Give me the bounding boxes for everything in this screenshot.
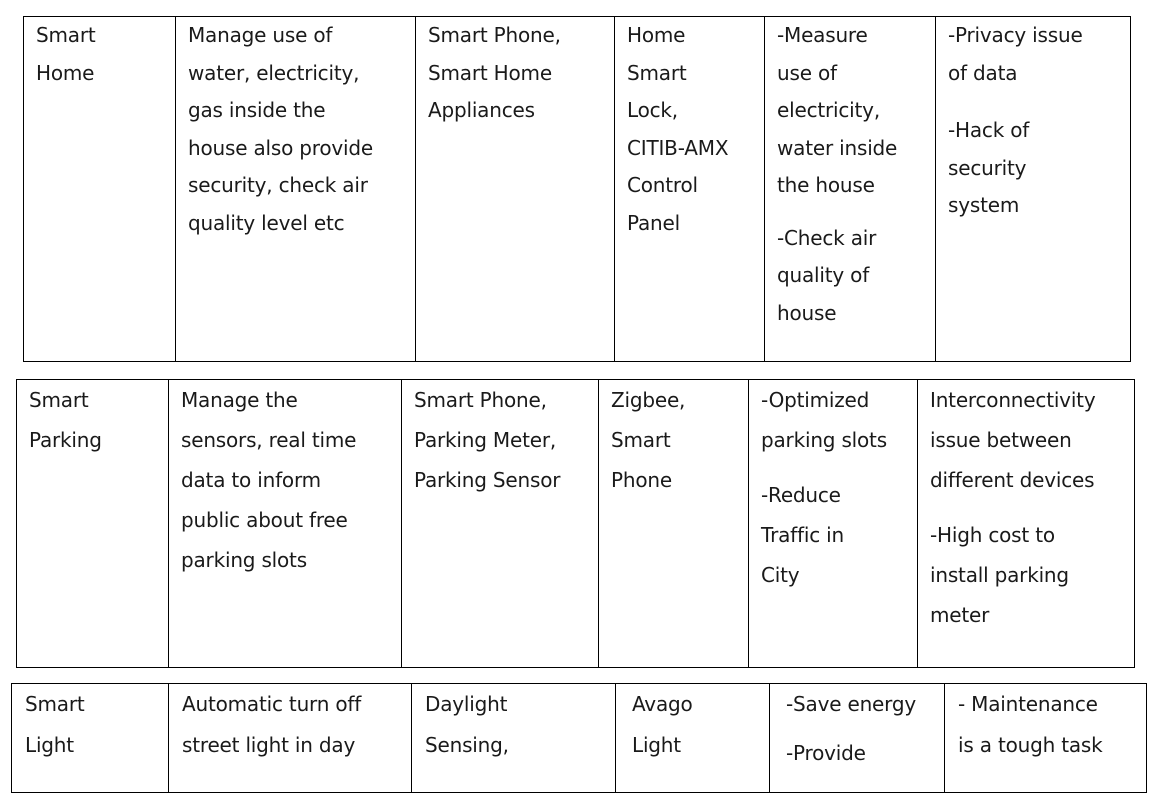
cell-line: Smart xyxy=(25,692,85,716)
cell-line: -Measure xyxy=(777,23,868,47)
technology-cell xyxy=(616,684,770,793)
cell-line: Traffic in xyxy=(761,523,844,547)
cell-line: quality of xyxy=(777,263,870,287)
issues-cell xyxy=(945,684,1147,793)
cell-line: water, electricity, xyxy=(188,60,360,85)
cell-line: issue between xyxy=(930,428,1072,452)
cell-line: Smart Phone, xyxy=(428,23,561,47)
cell-line: use of xyxy=(777,60,837,85)
cell-line: public about free xyxy=(181,508,348,532)
benefits-cell xyxy=(765,17,936,362)
cell-line: gas inside the xyxy=(188,98,326,122)
cell-line: Lock, xyxy=(627,98,678,122)
cell-line: Appliances xyxy=(428,98,535,122)
cell-line: Parking Sensor xyxy=(414,468,561,492)
cell-line: -Reduce xyxy=(761,483,841,507)
cell-line: -Check air xyxy=(777,225,877,250)
cell-line: Smart xyxy=(29,388,89,412)
cell-line: electricity, xyxy=(777,98,880,122)
smart-parking-table xyxy=(16,379,1135,668)
area-cell xyxy=(12,684,169,793)
description-cell xyxy=(169,684,412,793)
devices-cell xyxy=(412,684,616,793)
cell-line: Manage the xyxy=(181,388,298,412)
table-row xyxy=(17,380,1135,668)
cell-line: Parking Meter, xyxy=(414,428,556,452)
cell-line: is a tough task xyxy=(958,733,1103,757)
technology-cell xyxy=(615,17,765,362)
cell-line: -Optimized xyxy=(761,388,870,412)
cell-line: -Hack of xyxy=(948,118,1030,142)
smart-home-table xyxy=(23,16,1131,362)
cell-line: CITIB-AMX xyxy=(627,135,729,160)
cell-line: Home xyxy=(36,60,95,85)
issues-cell xyxy=(918,380,1135,668)
cell-line: Smart Phone, xyxy=(414,388,547,412)
smart-light-table xyxy=(11,683,1147,793)
cell-line: - Maintenance xyxy=(958,692,1098,716)
cell-line: house also provide xyxy=(188,135,374,160)
benefits-cell xyxy=(770,684,945,793)
cell-line: sensors, real time xyxy=(181,428,357,452)
cell-line: different devices xyxy=(930,468,1095,492)
cell-line: the house xyxy=(777,173,875,197)
table-row xyxy=(12,684,1147,793)
cell-line: parking slots xyxy=(761,428,887,452)
cell-line: house xyxy=(777,300,837,325)
technology-cell xyxy=(599,380,749,668)
cell-line: Smart xyxy=(611,428,671,452)
cell-line: City xyxy=(761,563,800,587)
cell-line: -Privacy issue xyxy=(948,23,1083,47)
cell-line: -Save energy xyxy=(786,692,916,716)
cell-line: Zigbee, xyxy=(611,388,686,412)
area-cell xyxy=(24,17,176,362)
cell-line: Home xyxy=(627,23,686,47)
cell-line: street light in day xyxy=(182,733,356,757)
cell-line: Control xyxy=(627,173,698,197)
cell-line: Smart Home xyxy=(428,60,552,85)
cell-line: -High cost to xyxy=(930,523,1055,547)
cell-line: Light xyxy=(632,733,681,757)
cell-line: Phone xyxy=(611,468,672,492)
devices-cell xyxy=(402,380,599,668)
cell-line: Automatic turn off xyxy=(182,692,362,716)
description-cell xyxy=(176,17,416,362)
cell-line: data to inform xyxy=(181,468,321,492)
cell-line: Parking xyxy=(29,428,102,452)
cell-line: meter xyxy=(930,603,990,627)
cell-line: -Provide xyxy=(786,741,866,765)
cell-line: parking slots xyxy=(181,548,307,572)
cell-line: Interconnectivity xyxy=(930,388,1096,412)
cell-line: Manage use of xyxy=(188,23,333,47)
cell-line: security, check air xyxy=(188,173,368,197)
devices-cell xyxy=(416,17,615,362)
benefits-cell xyxy=(749,380,918,668)
cell-line: security xyxy=(948,155,1027,180)
cell-line: of data xyxy=(948,60,1018,85)
cell-line: water inside xyxy=(777,135,898,160)
cell-line: Daylight xyxy=(425,692,508,716)
cell-line: Smart xyxy=(36,23,96,47)
table-row xyxy=(24,17,1131,362)
cell-line: quality level etc xyxy=(188,210,345,235)
issues-cell xyxy=(936,17,1131,362)
area-cell xyxy=(17,380,169,668)
cell-line: Light xyxy=(25,733,74,757)
cell-line: install parking xyxy=(930,563,1069,587)
cell-line: Panel xyxy=(627,210,680,235)
cell-line: system xyxy=(948,193,1020,217)
cell-line: Sensing, xyxy=(425,733,509,757)
cell-line: Smart xyxy=(627,60,687,85)
description-cell xyxy=(169,380,402,668)
cell-line: Avago xyxy=(632,692,693,716)
